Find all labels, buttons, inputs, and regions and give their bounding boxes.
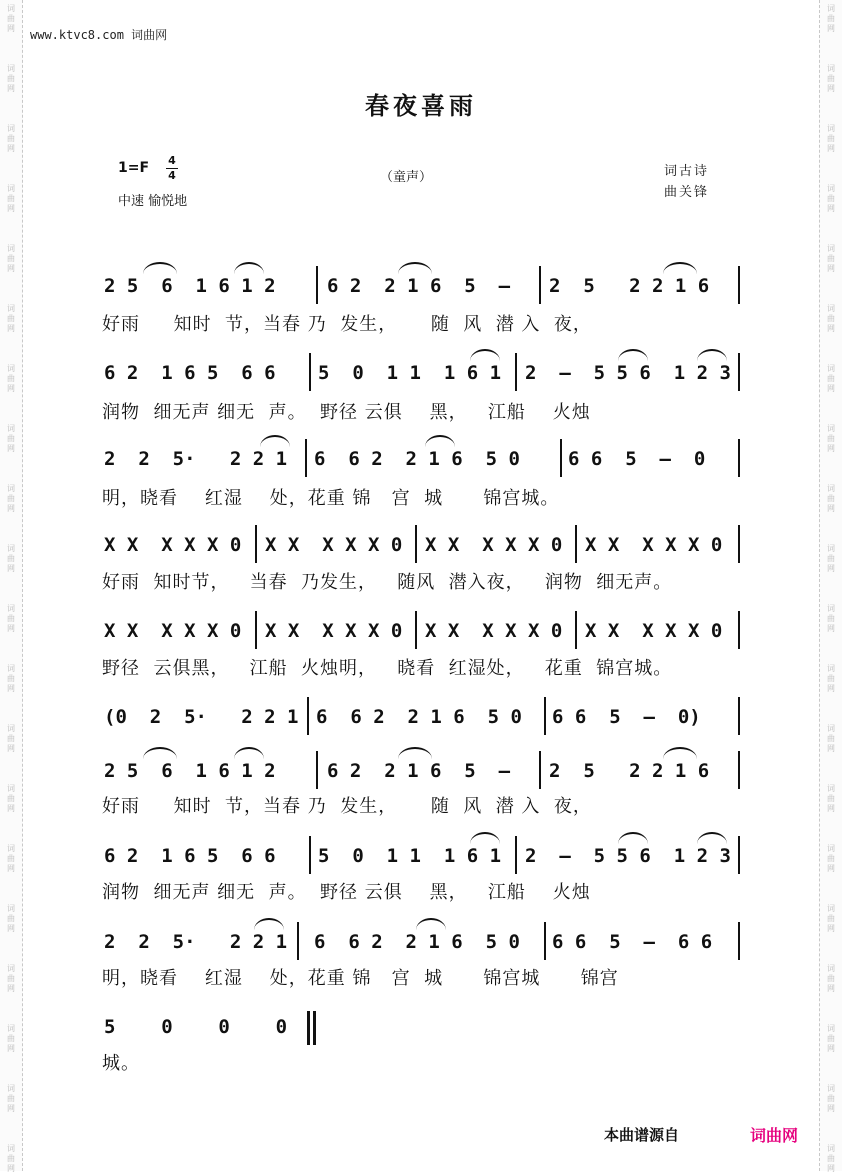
slur xyxy=(663,262,697,274)
slur xyxy=(425,435,455,447)
interlude-line xyxy=(0,704,842,730)
site-logo[interactable]: 词曲网 xyxy=(750,1126,799,1145)
measure-3-1: 2 2 5· 2 2 1 xyxy=(104,448,288,470)
side-watermark: 词 曲 网 xyxy=(7,64,15,93)
rhythm-measure-5-1: X X X X X 0 xyxy=(104,620,242,642)
barline xyxy=(415,525,417,563)
rhythm-measure-4-2: X X X X X 0 xyxy=(265,534,403,556)
notation-line-3 xyxy=(0,446,842,472)
measure-6-3: 6 6 5 – 0) xyxy=(552,706,701,728)
slur xyxy=(143,747,177,759)
rhythm-measure-4-1: X X X X X 0 xyxy=(104,534,242,556)
side-watermark: 词 曲 网 xyxy=(7,244,15,273)
measure-9-1: 2 2 5· 2 2 1 xyxy=(104,931,288,953)
lyric-line-9: 明，晓看 红湿 处，花重 锦 宫 城 锦宫城 锦宫 xyxy=(102,968,619,989)
final-barline-thick xyxy=(313,1011,316,1045)
measure-6-1: (0 2 5· 2 2 1 xyxy=(104,706,299,728)
side-watermark: 词 曲 网 xyxy=(7,1144,15,1173)
slur xyxy=(618,349,648,361)
side-watermark: 词 曲 网 xyxy=(827,604,835,633)
time-signature-top: 4 xyxy=(168,154,176,167)
barline xyxy=(515,836,517,874)
slur xyxy=(234,747,264,759)
barline xyxy=(738,266,740,304)
measure-7-3: 2 5 2 2 1 6 xyxy=(549,760,710,782)
measure-3-2: 6 6 2 2 1 6 5 0 xyxy=(314,448,520,470)
barline xyxy=(515,353,517,391)
notation-line-7 xyxy=(0,758,842,784)
side-watermark: 词 曲 网 xyxy=(7,124,15,153)
rhythm-line-2 xyxy=(0,618,842,644)
lyric-line-3: 明，晓看 红湿 处，花重 锦 宫 城 锦宫城。 xyxy=(102,488,560,509)
barline xyxy=(738,439,740,477)
side-watermark: 词 曲 网 xyxy=(7,1024,15,1053)
side-watermark: 词 曲 网 xyxy=(827,244,835,273)
measure-3-3: 6 6 5 – 0 xyxy=(568,448,706,470)
performer-note: （童声） xyxy=(380,170,433,185)
notation-line-1 xyxy=(0,273,842,299)
barline xyxy=(415,611,417,649)
notation-line-2 xyxy=(0,360,842,386)
time-signature-bottom: 4 xyxy=(168,169,176,182)
measure-1-2: 6 2 2 1 6 5 – xyxy=(327,275,511,297)
barline xyxy=(738,611,740,649)
measure-2-3: 2 – 5 5 6 1 2 3 xyxy=(525,362,731,384)
side-watermark: 词 曲 网 xyxy=(827,904,835,933)
side-watermark: 词 曲 网 xyxy=(7,364,15,393)
rhythm-measure-5-4: X X X X X 0 xyxy=(585,620,723,642)
barline xyxy=(309,353,311,391)
side-watermark: 词 曲 网 xyxy=(7,784,15,813)
rhythm-line-1 xyxy=(0,532,842,558)
slur xyxy=(697,832,727,844)
side-watermark: 词 曲 网 xyxy=(827,64,835,93)
barline xyxy=(255,525,257,563)
side-watermark: 词 曲 网 xyxy=(7,304,15,333)
slur xyxy=(663,747,697,759)
lyric-line-10: 城。 xyxy=(102,1053,140,1074)
lyric-line-1: 好雨 知时 节，当春 乃 发生， 随 风 潜 入 夜， xyxy=(102,314,592,335)
barline xyxy=(738,922,740,960)
side-watermark: 词 曲 网 xyxy=(7,844,15,873)
side-watermark: 词 曲 网 xyxy=(7,544,15,573)
rhythm-measure-4-4: X X X X X 0 xyxy=(585,534,723,556)
side-watermark: 词 曲 网 xyxy=(827,364,835,393)
measure-2-2: 5 0 1 1 1 6 1 xyxy=(318,362,502,384)
slur xyxy=(234,262,264,274)
barline xyxy=(575,525,577,563)
final-barline-thin xyxy=(307,1011,310,1045)
rhythm-measure-4-3: X X X X X 0 xyxy=(425,534,563,556)
slur xyxy=(470,349,500,361)
time-signature xyxy=(166,155,178,182)
barline xyxy=(309,836,311,874)
measure-9-2: 6 6 2 2 1 6 5 0 xyxy=(314,931,520,953)
side-watermark: 词 曲 网 xyxy=(827,304,835,333)
barline xyxy=(255,611,257,649)
side-watermark: 词 曲 网 xyxy=(827,784,835,813)
barline xyxy=(738,751,740,789)
side-watermark: 词 曲 网 xyxy=(827,544,835,573)
notation-line-10 xyxy=(0,1014,842,1040)
side-watermark: 词 曲 网 xyxy=(7,424,15,453)
side-watermark: 词 曲 网 xyxy=(7,904,15,933)
barline xyxy=(738,697,740,735)
notation-line-8 xyxy=(0,843,842,869)
side-watermark: 词 曲 网 xyxy=(827,664,835,693)
tempo-marking: 中速 愉悦地 xyxy=(118,194,188,209)
barline xyxy=(297,922,299,960)
measure-9-3: 6 6 5 – 6 6 xyxy=(552,931,713,953)
side-watermark: 词 曲 网 xyxy=(827,1024,835,1053)
side-watermark: 词 曲 网 xyxy=(827,184,835,213)
side-watermark: 词 曲 网 xyxy=(827,724,835,753)
slur xyxy=(697,349,727,361)
side-watermark: 词 曲 网 xyxy=(7,964,15,993)
measure-10-1: 5 0 0 0 xyxy=(104,1016,288,1038)
measure-6-2: 6 6 2 2 1 6 5 0 xyxy=(316,706,522,728)
barline xyxy=(539,751,541,789)
rhythm-measure-5-2: X X X X X 0 xyxy=(265,620,403,642)
side-watermark: 词 曲 网 xyxy=(827,1084,835,1113)
key-signature: 1=F xyxy=(118,160,150,176)
slur xyxy=(143,262,177,274)
side-watermark: 词 曲 网 xyxy=(827,844,835,873)
lyric-line-2: 润物 细无声 细无 声。 野径 云俱 黑， 江船 火烛 xyxy=(102,402,591,423)
side-watermark: 词 曲 网 xyxy=(7,604,15,633)
lyric-line-7: 好雨 知时 节，当春 乃 发生， 随 风 潜 入 夜， xyxy=(102,796,592,817)
side-watermark: 词 曲 网 xyxy=(827,964,835,993)
side-watermark: 词 曲 网 xyxy=(7,484,15,513)
side-watermark: 词 曲 网 xyxy=(827,4,835,33)
notation-line-9 xyxy=(0,929,842,955)
rhythm-measure-5-3: X X X X X 0 xyxy=(425,620,563,642)
barline xyxy=(575,611,577,649)
slur xyxy=(398,747,432,759)
side-watermark: 词 曲 网 xyxy=(7,4,15,33)
slur xyxy=(254,918,284,930)
side-watermark: 词 曲 网 xyxy=(827,124,835,153)
measure-8-1: 6 2 1 6 5 6 6 xyxy=(104,845,276,867)
measure-8-3: 2 – 5 5 6 1 2 3 xyxy=(525,845,731,867)
side-watermark: 词 曲 网 xyxy=(7,724,15,753)
measure-1-3: 2 5 2 2 1 6 xyxy=(549,275,710,297)
measure-7-2: 6 2 2 1 6 5 – xyxy=(327,760,511,782)
barline xyxy=(560,439,562,477)
right-watermark-strip xyxy=(819,0,842,1171)
barline xyxy=(738,353,740,391)
composer-credit: 曲关锋 xyxy=(664,185,710,200)
measure-1-1: 2 5 6 1 6 1 2 xyxy=(104,275,276,297)
side-watermark: 词 曲 网 xyxy=(7,1084,15,1113)
source-label: 本曲谱源自 xyxy=(604,1126,680,1144)
side-watermark: 词 曲 网 xyxy=(7,184,15,213)
barline xyxy=(738,836,740,874)
barline xyxy=(305,439,307,477)
measure-8-2: 5 0 1 1 1 6 1 xyxy=(318,845,502,867)
measure-2-1: 6 2 1 6 5 6 6 xyxy=(104,362,276,384)
lyricist-credit: 词古诗 xyxy=(664,164,710,179)
barline xyxy=(544,922,546,960)
site-url-header[interactable]: www.ktvc8.com 词曲网 xyxy=(30,28,168,42)
slur xyxy=(398,262,432,274)
side-watermark: 词 曲 网 xyxy=(827,484,835,513)
barline xyxy=(316,751,318,789)
barline xyxy=(544,697,546,735)
barline xyxy=(316,266,318,304)
side-watermark: 词 曲 网 xyxy=(827,1144,835,1173)
lyric-line-5: 野径 云俱黑， 江船 火烛明， 晓看 红湿处， 花重 锦宫城。 xyxy=(102,658,673,679)
slur xyxy=(260,435,290,447)
lyric-line-8: 润物 细无声 细无 声。 野径 云俱 黑， 江船 火烛 xyxy=(102,882,591,903)
song-title: 春夜喜雨 xyxy=(365,92,477,120)
side-watermark: 词 曲 网 xyxy=(7,664,15,693)
slur xyxy=(470,832,500,844)
side-watermark: 词 曲 网 xyxy=(827,424,835,453)
slur xyxy=(618,832,648,844)
measure-7-1: 2 5 6 1 6 1 2 xyxy=(104,760,276,782)
lyric-line-4: 好雨 知时节， 当春 乃发生， 随风 潜入夜， 润物 细无声。 xyxy=(102,572,673,593)
barline xyxy=(539,266,541,304)
slur xyxy=(416,918,446,930)
barline xyxy=(738,525,740,563)
barline xyxy=(307,697,309,735)
